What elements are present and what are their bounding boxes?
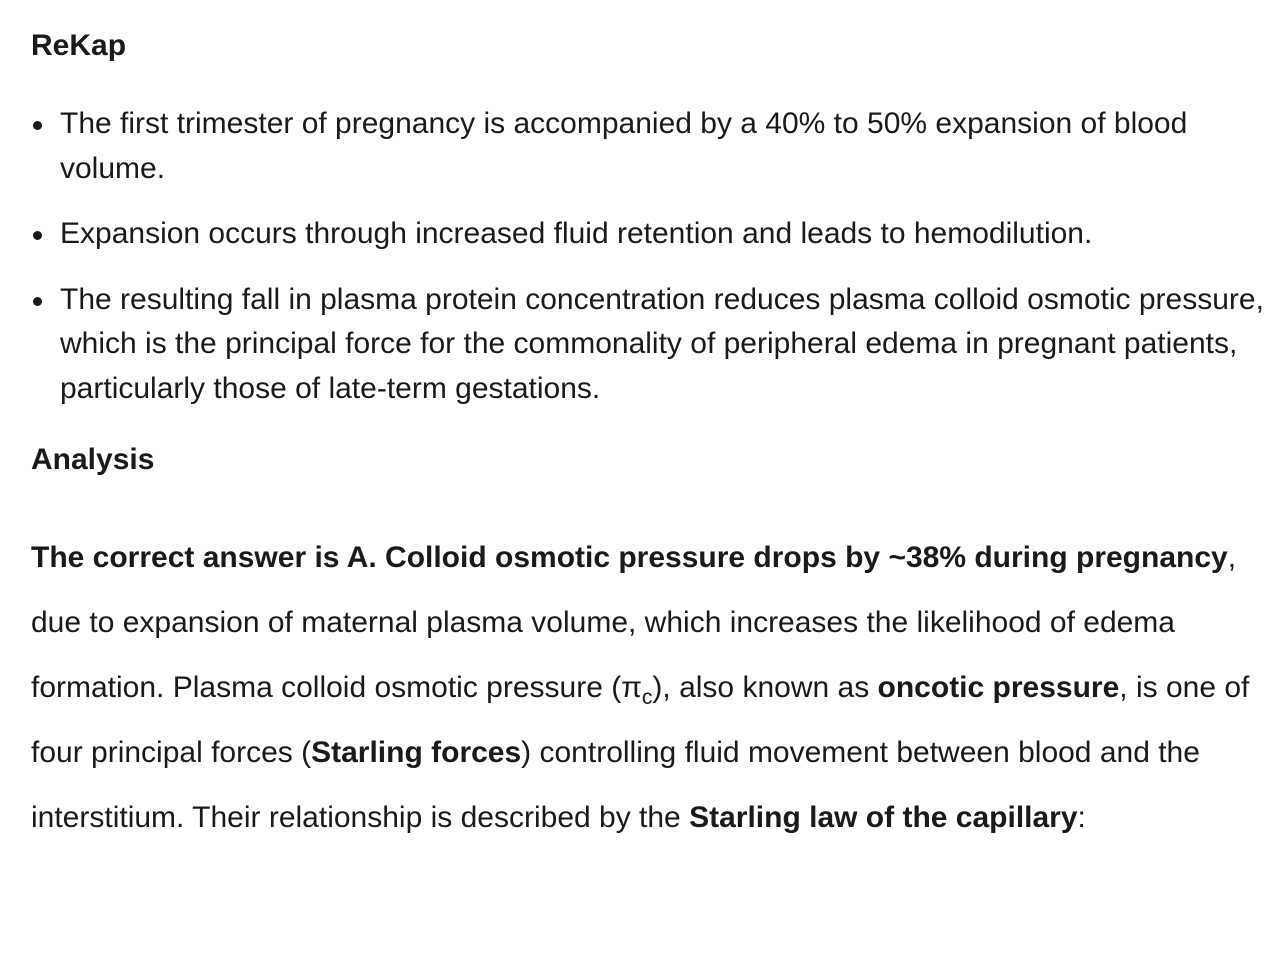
analysis-text-segment: , due to expansion of maternal plasma volume, which increases the likelihood of edema formation. Plasma colloid osmotic pressure ( xyxy=(31,541,1237,704)
rekap-bullet-list xyxy=(31,102,1278,411)
analysis-text-segment: : xyxy=(1077,801,1086,834)
rekap-bullet-item: The first trimester of pregnancy is accompanied by a 40% to 50% expansion of blood volume. xyxy=(31,102,1278,191)
rekap-heading: ReKap xyxy=(31,29,127,62)
rekap-bullet-item: Expansion occurs through increased fluid retention and leads to hemodilution. xyxy=(31,212,1278,257)
rekap-bullet-item: The resulting fall in plasma protein concentration reduces plasma colloid osmotic pressure, which is the principal force for the commonality of peripheral edema in pregnant patients, particularly those of late-term gestations. xyxy=(31,278,1278,412)
analysis-heading: Analysis xyxy=(31,443,155,476)
starling-law-term: Starling law of the capillary xyxy=(689,801,1078,834)
correct-answer-statement: The correct answer is A. Colloid osmotic pressure drops by ~38% during pregnancy xyxy=(31,541,1228,574)
pi-subscript: c xyxy=(641,686,653,709)
analysis-paragraph xyxy=(31,525,1261,850)
pi-symbol: π xyxy=(621,671,642,704)
starling-forces-term: Starling forces xyxy=(311,736,522,769)
analysis-text-segment: , is one of four principal forces ( xyxy=(31,671,1250,769)
analysis-text-segment: ) controlling fluid movement between blood and the interstitium. Their relationship is described by the xyxy=(31,736,1200,834)
oncotic-pressure-term: oncotic pressure xyxy=(877,671,1120,704)
analysis-text-segment: ), also known as xyxy=(652,671,878,704)
